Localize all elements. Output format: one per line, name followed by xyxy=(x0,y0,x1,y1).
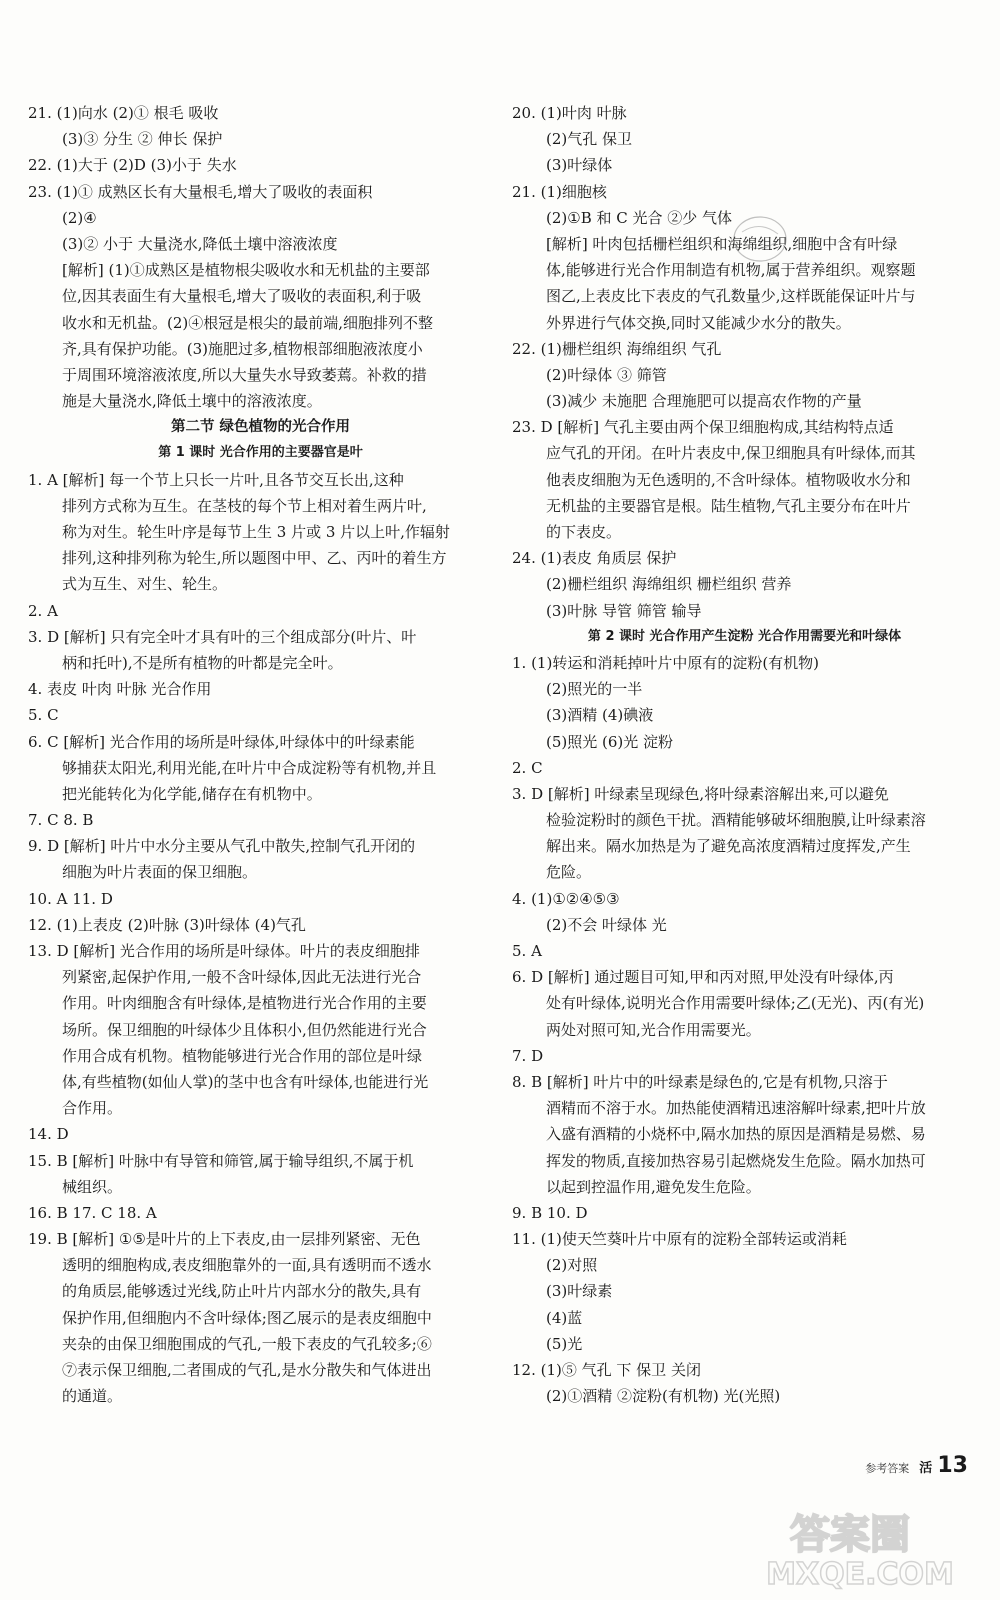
answer-line: 应气孔的开闭。在叶片表皮中,保卫细胞具有叶绿体,而其 xyxy=(546,444,916,463)
answer-line: 两处对照可知,光合作用需要光。 xyxy=(546,1020,761,1039)
stamp-mark xyxy=(730,212,790,266)
answer-line: (2)栅栏组织 海绵组织 栅栏组织 营养 xyxy=(546,575,792,594)
answer-line: 7. D xyxy=(512,1046,544,1065)
answer-line: 14. D xyxy=(28,1125,69,1144)
answer-line: 入盛有酒精的小烧杯中,隔水加热的原因是酒精是易燃、易 xyxy=(546,1125,926,1144)
answer-line: (3)③ 分生 ② 伸长 保护 xyxy=(62,130,223,149)
answer-line: 的通道。 xyxy=(62,1387,123,1406)
watermark-text: 答案圈 xyxy=(790,1512,910,1558)
answer-line: 检验淀粉时的颜色干扰。酒精能够破坏细胞膜,让叶绿素溶 xyxy=(546,811,926,830)
answer-line: 称为对生。轮生叶序是每节上生 3 片或 3 片以上叶,作辐射 xyxy=(62,523,450,541)
answer-line: [解析] 叶肉包括栅栏组织和海绵组织,细胞中含有叶绿 xyxy=(546,234,898,253)
answer-line: 他表皮细胞为无色透明的,不含叶绿体。植物吸收水分和 xyxy=(546,470,911,489)
answer-line: 排列方式称为互生。在茎枝的每个节上相对着生两片叶, xyxy=(62,496,427,515)
answer-line: (3)酒精 (4)碘液 xyxy=(546,706,654,725)
answer-line: (4)蓝 xyxy=(546,1308,583,1327)
answer-line: 2. A xyxy=(28,601,58,620)
answer-line: 22. (1)栅栏组织 海绵组织 气孔 xyxy=(512,339,722,358)
footer-label: 参考答案 xyxy=(865,1462,910,1475)
answer-line: (2)不会 叶绿体 光 xyxy=(546,915,667,934)
answer-line: 危险。 xyxy=(546,863,592,882)
answer-line: (5)照光 (6)光 淀粉 xyxy=(546,732,674,751)
answer-line: 22. (1)大于 (2)D (3)小于 失水 xyxy=(28,156,237,175)
answer-line: 21. (1)向水 (2)① 根毛 吸收 xyxy=(28,104,219,122)
answer-line: ⑦表示保卫细胞,二者围成的气孔,是水分散失和气体进出 xyxy=(62,1361,432,1379)
answer-line: (3)② 小于 大量浇水,降低土壤中溶液浓度 xyxy=(62,234,338,253)
answer-line: 把光能转化为化学能,储存在有机物中。 xyxy=(62,784,322,803)
answer-line: 6. C [解析] 光合作用的场所是叶绿体,叶绿体中的叶绿素能 xyxy=(28,732,415,751)
answer-line: (2)对照 xyxy=(546,1256,598,1275)
answer-line: (3)叶绿体 xyxy=(546,156,613,175)
answer-line: 23. D [解析] 气孔主要由两个保卫细胞构成,其结构特点适 xyxy=(512,418,894,437)
answer-line: [解析] (1)①成熟区是植物根尖吸收水和无机盐的主要部 xyxy=(62,261,430,280)
answer-line: 挥发的物质,直接加热容易引起燃烧发生危险。隔水加热可 xyxy=(546,1151,926,1170)
answer-line: 19. B [解析] ①⑤是叶片的上下表皮,由一层排列紧密、无色 xyxy=(28,1230,421,1249)
right-column xyxy=(512,100,977,1409)
answer-line: 作用。叶肉细胞含有叶绿体,是植物进行光合作用的主要 xyxy=(62,994,427,1013)
answer-line: (2)照光的一半 xyxy=(546,680,643,699)
answer-line: 收水和无机盐。(2)④根冠是根尖的最前端,细胞排列不整 xyxy=(62,313,434,332)
answer-line: 2. C xyxy=(512,758,543,777)
answer-line: (2)叶绿体 ③ 筛管 xyxy=(546,365,667,384)
answer-line: 4. (1)①②④⑤③ xyxy=(512,889,620,908)
answer-line: 13. D [解析] 光合作用的场所是叶绿体。叶片的表皮细胞排 xyxy=(28,942,420,960)
answer-line: 列紧密,起保护作用,一般不含叶绿体,因此无法进行光合 xyxy=(62,968,422,987)
answer-line: (2)①B 和 C 光合 ②少 气体 xyxy=(546,208,733,227)
answer-line: 合作用。 xyxy=(62,1099,123,1118)
answer-line: 解出来。隔水加热是为了避免高浓度酒精过度挥发,产生 xyxy=(546,837,911,856)
answer-line: 4. 表皮 叶肉 叶脉 光合作用 xyxy=(28,680,212,699)
answer-line: 7. C 8. B xyxy=(28,811,94,830)
answer-line: (2)④ xyxy=(62,208,97,227)
answer-line: 11. (1)使天竺葵叶片中原有的淀粉全部转运或消耗 xyxy=(512,1230,847,1249)
answer-line: 9. D [解析] 叶片中水分主要从气孔中散失,控制气孔开闭的 xyxy=(28,837,416,856)
answer-line: 10. A 11. D xyxy=(28,889,113,908)
answer-line: 3. D [解析] 只有完全叶才具有叶的三个组成部分(叶片、叶 xyxy=(28,627,417,646)
answer-line: 处有叶绿体,说明光合作用需要叶绿体;乙(无光)、丙(有光) xyxy=(546,994,925,1013)
answer-line: 24. (1)表皮 角质层 保护 xyxy=(512,549,677,568)
answer-line: 6. D [解析] 通过题目可知,甲和丙对照,甲处没有叶绿体,丙 xyxy=(512,968,894,987)
answer-line: (3)叶脉 导管 筛管 输导 xyxy=(546,601,702,620)
answer-line: 够捕获太阳光,利用光能,在叶片中合成淀粉等有机物,并且 xyxy=(62,758,437,777)
answer-line: 23. (1)① 成熟区长有大量根毛,增大了吸收的表面积 xyxy=(28,182,373,201)
answer-line: 齐,具有保护功能。(3)施肥过多,植物根部细胞液浓度小 xyxy=(62,339,423,358)
answer-line: 保护作用,但细胞内不含叶绿体;图乙展示的是表皮细胞中 xyxy=(62,1308,432,1327)
answer-line: 图乙,上表皮比下表皮的气孔数量少,这样既能保证叶片与 xyxy=(546,287,916,306)
answer-line: 透明的细胞构成,表皮细胞靠外的一面,具有透明而不透水 xyxy=(62,1256,432,1275)
answer-line: (3)叶绿素 xyxy=(546,1282,613,1301)
answer-line: 5. A xyxy=(512,942,542,960)
answer-line: 外界进行气体交换,同时又能减少水分的散失。 xyxy=(546,313,851,332)
answer-line: 于周围环境溶液浓度,所以大量失水导致萎蔫。补救的措 xyxy=(62,365,427,384)
answer-line: (3)减少 未施肥 合理施肥可以提高农作物的产量 xyxy=(546,392,862,411)
section-heading: 第 2 课时 光合作用产生淀粉 光合作用需要光和叶绿体 xyxy=(587,628,902,644)
answer-line: 1. A [解析] 每一个节上只长一片叶,且各节交互长出,这种 xyxy=(28,470,404,489)
watermark-logo xyxy=(710,1500,990,1590)
answer-line: 1. (1)转运和消耗掉叶片中原有的淀粉(有机物) xyxy=(512,653,820,672)
answer-line: 12. (1)⑤ 气孔 下 保卫 关闭 xyxy=(512,1361,701,1379)
answer-line: 的角质层,能够透过光线,防止叶片内部水分的散失,具有 xyxy=(62,1282,422,1301)
section-heading: 第二节 绿色植物的光合作用 xyxy=(170,419,351,436)
answer-line: 的下表皮。 xyxy=(546,523,622,541)
answer-line: 式为互生、对生、轮生。 xyxy=(62,575,228,594)
answer-line: 作用合成有机物。植物能够进行光合作用的部位是叶绿 xyxy=(62,1046,423,1065)
answer-line: 体,能够进行光合作用制造有机物,属于营养组织。观察题 xyxy=(546,261,916,280)
answer-line: 20. (1)叶肉 叶脉 xyxy=(512,104,627,122)
watermark-url: MXQE.COM xyxy=(766,1557,954,1590)
answer-line: 3. D [解析] 叶绿素呈现绿色,将叶绿素溶解出来,可以避免 xyxy=(512,784,889,803)
answer-line: 体,有些植物(如仙人掌)的茎中也含有叶绿体,也能进行光 xyxy=(62,1072,429,1091)
answer-line: (5)光 xyxy=(546,1334,583,1353)
left-column xyxy=(28,100,493,1409)
answer-line: 酒精而不溶于水。加热能使酒精迅速溶解叶绿素,把叶片放 xyxy=(546,1099,926,1118)
answer-line: 械组织。 xyxy=(62,1177,123,1196)
answer-line: (2)气孔 保卫 xyxy=(546,130,633,149)
answer-line: (2)①酒精 ②淀粉(有机物) 光(光照) xyxy=(546,1387,781,1406)
answer-line: 场所。保卫细胞的叶绿体少且体积小,但仍然能进行光合 xyxy=(62,1020,427,1039)
answer-line: 16. B 17. C 18. A xyxy=(28,1203,157,1222)
answer-line: 柄和托叶),不是所有植物的叶都是完全叶。 xyxy=(62,653,343,672)
answer-line: 细胞为叶片表面的保卫细胞。 xyxy=(62,863,258,882)
page-footer xyxy=(865,1453,968,1478)
answer-line: 无机盐的主要器官是根。陆生植物,气孔主要分布在叶片 xyxy=(546,496,911,515)
footer-activity: 活 xyxy=(919,1461,933,1476)
answer-line: 施是大量浇水,降低土壤中的溶液浓度。 xyxy=(62,392,322,411)
answer-line: 5. C xyxy=(28,706,59,725)
answer-line: 以起到控温作用,避免发生危险。 xyxy=(546,1177,761,1196)
answer-line: 8. B [解析] 叶片中的叶绿素是绿色的,它是有机物,只溶于 xyxy=(512,1072,888,1091)
answer-line: 15. B [解析] 叶脉中有导管和筛管,属于输导组织,不属于机 xyxy=(28,1151,414,1170)
answer-line: 位,因其表面生有大量根毛,增大了吸收的表面积,利于吸 xyxy=(62,287,422,306)
answer-line: 夹杂的由保卫细胞围成的气孔,一般下表皮的气孔较多;⑥ xyxy=(62,1334,432,1353)
answer-line: 21. (1)细胞核 xyxy=(512,182,607,201)
answer-line: 12. (1)上表皮 (2)叶脉 (3)叶绿体 (4)气孔 xyxy=(28,915,306,934)
page-number: 13 xyxy=(937,1453,968,1478)
answer-line: 9. B 10. D xyxy=(512,1203,588,1222)
section-heading: 第 1 课时 光合作用的主要器官是叶 xyxy=(158,445,363,461)
answer-line: 排列,这种排列称为轮生,所以题图中甲、乙、丙叶的着生方 xyxy=(62,549,447,568)
